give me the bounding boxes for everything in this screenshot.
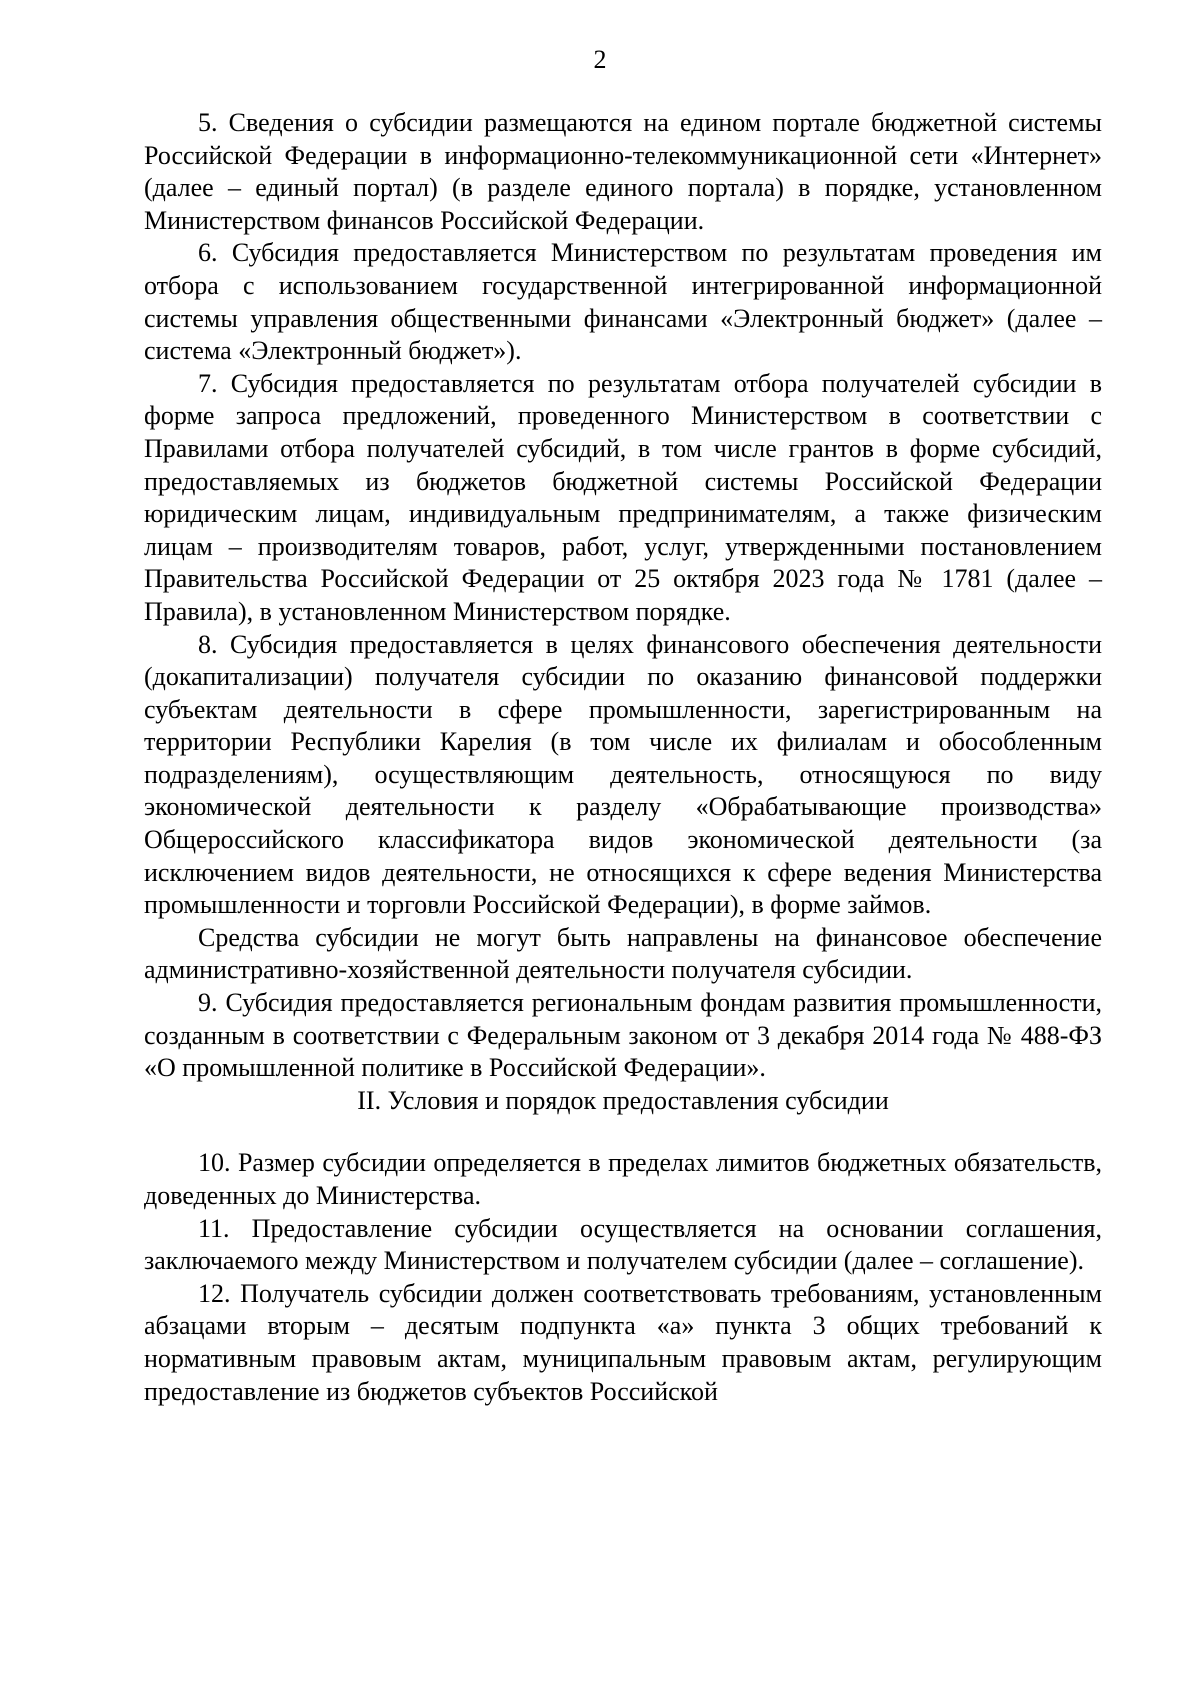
paragraph-10: 10. Размер субсидии определяется в пределах лимитов бюджетных обязательств, доведенных до Министерства. [144,1148,1102,1210]
paragraph-8: 8. Субсидия предоставляется в целях финансового обеспечения деятельности (докапитализации) получателя субсидии по оказанию финансовой поддержки субъектам деятельности в сфере промышленности, зарегистрированным на территории Республики Карелия (в том числе их филиалам и обособленным подразделениям), осуществляющим деятельность, относящуюся по виду экономической деятельности к разделу «Обрабатывающие производства» Общероссийского классификатора видов экономической деятельности (за исключением видов деятельности, не относящихся к сфере ведения Министерства промышленности и торговли Российской Федерации), в форме займов. [144,629,1102,920]
page-number: 2 [593,45,607,74]
paragraph-7: 7. Субсидия предоставляется по результатам отбора получателей субсидии в форме запроса предложений, проведенного Министерством в соответствии с Правилами отбора получателей субсидий, в том числе грантов в форме субсидий, предоставляемых из бюджетов бюджетной системы Российской Федерации юридическим лицам, индивидуальным предпринимателям, а также физическим лицам – производителям товаров, работ, услуг, утвержденными постановлением Правительства Российской Федерации от 25 октября 2023 года № 1781 (далее – Правила), в установленном Министерством порядке. [144,368,1102,626]
paragraph-5: 5. Сведения о субсидии размещаются на едином портале бюджетной системы Российской Федерации в информационно-телекоммуникационной сети «Интернет» (далее – единый портал) (в разделе единого портала) в порядке, установленном Министерством финансов Российской Федерации. [144,108,1102,235]
section-heading: II. Условия и порядок предоставления субсидии [357,1085,889,1115]
paragraph-12: 12. Получатель субсидии должен соответствовать требованиям, установленным абзацами вторым – десятым подпункта «а» пункта 3 общих требований к нормативным правовым актам, муниципальным правовым актам, регулирующим предоставление из бюджетов субъектов Российской [144,1278,1102,1406]
paragraph-11: 11. Предоставление субсидии осуществляется на основании соглашения, заключаемого между Министерством и получателем субсидии (далее – соглашение). [144,1213,1102,1276]
paragraph-8-continuation: Средства субсидии не могут быть направлены на финансовое обеспечение административно-хозяйственной деятельности получателя субсидии. [144,922,1102,985]
paragraph-6: 6. Субсидия предоставляется Министерством по результатам проведения им отбора с использованием государственной интегрированной информационной системы управления общественными финансами «Электронный бюджет» (далее – система «Электронный бюджет»). [144,238,1102,366]
paragraph-9: 9. Субсидия предоставляется региональным фондам развития промышленности, созданным в соответствии с Федеральным законом от 3 декабря 2014 года № 488-ФЗ «О промышленной политике в Российской Федерации». [144,988,1102,1083]
document-body [144,107,1102,1408]
